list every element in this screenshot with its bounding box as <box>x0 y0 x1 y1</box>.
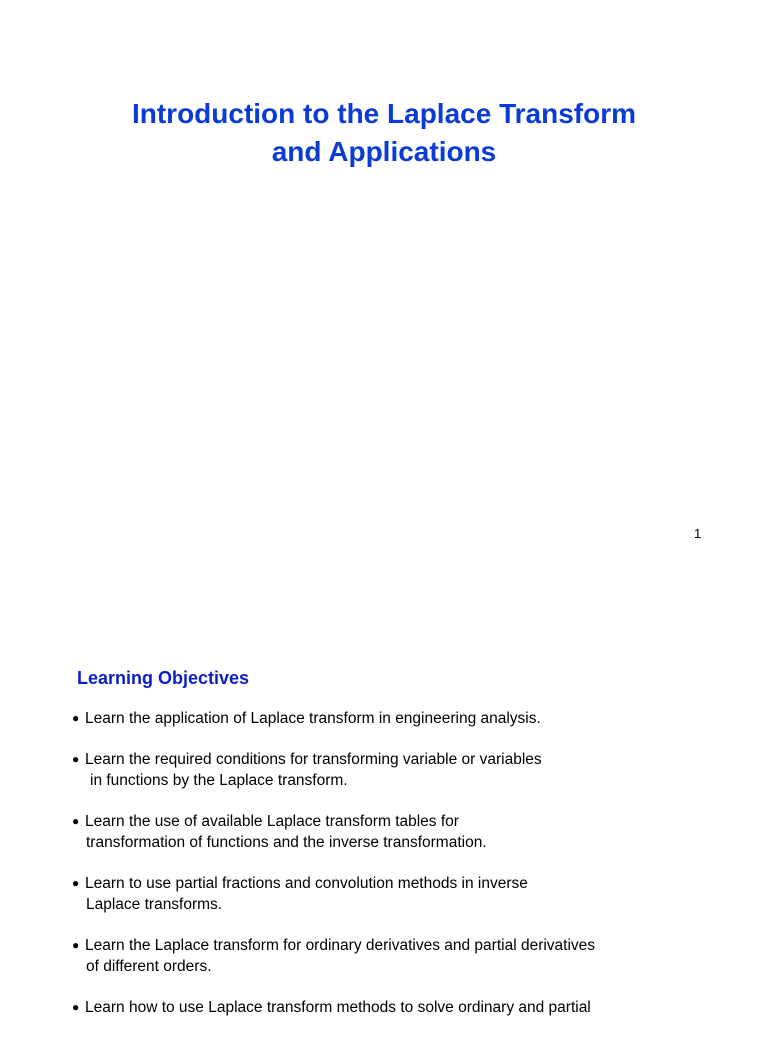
bullet-icon: ● <box>72 876 80 890</box>
page-title <box>0 95 768 171</box>
section-heading: Learning Objectives <box>77 668 250 688</box>
bullet-icon: ● <box>72 814 80 828</box>
objectives-list <box>72 708 712 1038</box>
bullet-icon: ● <box>72 938 80 952</box>
page-title-line-1: Introduction to the Laplace Transform <box>131 98 637 129</box>
objective-line-1: ● Learn the use of available Laplace transform tables for <box>72 813 459 830</box>
objective-item <box>72 935 712 977</box>
objective-line-1: ● Learn to use partial fractions and convolution methods in inverse <box>72 875 528 892</box>
objective-item <box>72 749 712 791</box>
page-number: 1 <box>694 526 702 541</box>
objective-item <box>72 873 712 915</box>
bullet-icon: ● <box>72 711 80 725</box>
objective-item <box>72 997 712 1018</box>
objective-line-2: of different orders. <box>86 958 212 975</box>
objective-line-2: in functions by the Laplace transform. <box>90 772 348 789</box>
bullet-icon: ● <box>72 1000 80 1014</box>
objective-item <box>72 811 712 853</box>
objective-line-1: ● Learn how to use Laplace transform methods to solve ordinary and partial <box>72 999 591 1016</box>
objective-item <box>72 708 712 729</box>
objective-line-1: ● Learn the required conditions for transforming variable or variables <box>72 751 542 768</box>
bullet-icon: ● <box>72 752 80 766</box>
objective-line-1: ● Learn the application of Laplace transform in engineering analysis. <box>72 710 541 727</box>
objective-line-2: Laplace transforms. <box>86 896 223 913</box>
objective-line-2: transformation of functions and the inverse transformation. <box>86 834 487 851</box>
page-title-line-2: and Applications <box>271 136 497 167</box>
objective-line-1: ● Learn the Laplace transform for ordinary derivatives and partial derivatives <box>72 937 596 954</box>
